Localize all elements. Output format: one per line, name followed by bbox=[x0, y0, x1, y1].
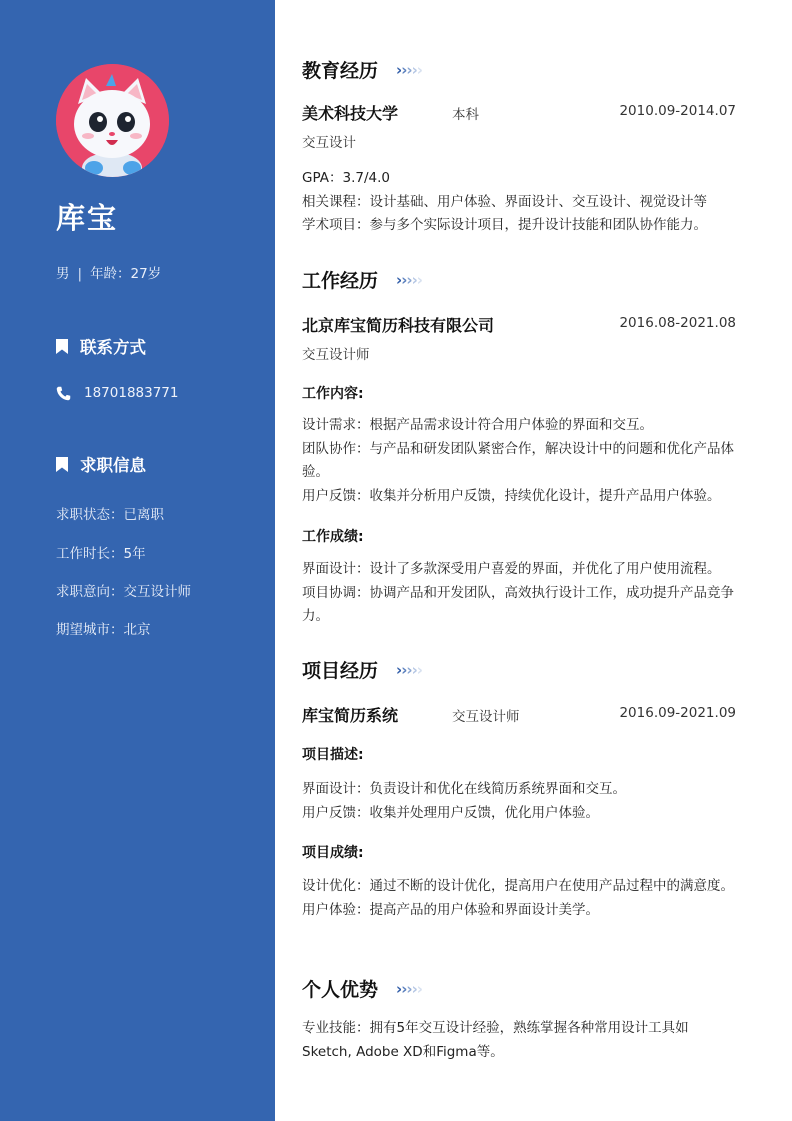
project-description bbox=[302, 778, 736, 825]
strengths-content bbox=[302, 1017, 736, 1064]
project-desc-label: 项目描述: bbox=[302, 747, 364, 763]
work-content-line: 团队协作：与产品和研发团队紧密合作，解决设计中的问题和优化产品体验。 bbox=[302, 440, 734, 480]
project-date: 2016.09-2021.09 bbox=[619, 705, 736, 721]
degree: 本科 bbox=[452, 107, 479, 123]
project-section-title: 项目经历 › › › › › bbox=[302, 660, 422, 682]
strength-line: 专业技能：拥有5年交互设计经验，熟练掌握各种常用设计工具如Sketch, Adobe XD和Figma等。 bbox=[302, 1020, 689, 1060]
major: 交互设计 bbox=[302, 135, 356, 151]
chevron-decoration-icon: › › › › › bbox=[396, 60, 422, 79]
project-role: 交互设计师 bbox=[452, 709, 520, 725]
avatar bbox=[56, 64, 169, 177]
work-content bbox=[302, 414, 736, 508]
work-years: 工作时长：5年 bbox=[56, 546, 146, 562]
chevron-decoration-icon: › › › › › bbox=[396, 979, 422, 998]
contact-heading-label: 联系方式 bbox=[80, 338, 146, 357]
strengths-section-title: 个人优势 › › › › › bbox=[302, 979, 422, 1001]
phone-icon bbox=[56, 386, 71, 401]
work-content-line: 设计需求：根据产品需求设计符合用户体验的界面和交互。 bbox=[302, 417, 653, 433]
academic-project-line: 学术项目：参与多个实际设计项目，提升设计技能和团队协作能力。 bbox=[302, 217, 707, 233]
education-details bbox=[302, 167, 736, 238]
project-desc-line: 用户反馈：收集并处理用户反馈，优化用户体验。 bbox=[302, 804, 599, 821]
age: 年龄：27岁 bbox=[90, 266, 162, 282]
expected-city: 期望城市：北京 bbox=[56, 622, 151, 638]
project-desc-line: 界面设计：负责设计和优化在线简历系统界面和交互。 bbox=[302, 781, 626, 797]
project-name: 库宝简历系统 bbox=[302, 706, 399, 725]
school-name: 美术科技大学 bbox=[302, 104, 399, 123]
basic-info bbox=[56, 262, 161, 282]
job-heading-label: 求职信息 bbox=[80, 456, 146, 475]
courses-line: 相关课程：设计基础、用户体验、界面设计、交互设计、视觉设计等 bbox=[302, 193, 707, 210]
work-content-line: 用户反馈：收集并分析用户反馈，持续优化设计，提升产品用户体验。 bbox=[302, 487, 721, 504]
chevron-decoration-icon: › › › › › bbox=[396, 660, 422, 679]
project-results bbox=[302, 875, 736, 922]
work-section-title: 工作经历 › › › › › bbox=[302, 270, 422, 292]
education-section-title: 教育经历 › › › › › bbox=[302, 60, 422, 82]
job-intent: 求职意向：交互设计师 bbox=[56, 584, 191, 600]
gender: 男 bbox=[56, 266, 70, 282]
cat-mascot-icon bbox=[56, 64, 169, 177]
chevron-decoration-icon: › › › › › bbox=[396, 270, 422, 289]
sidebar bbox=[0, 0, 275, 1121]
project-result-label: 项目成绩: bbox=[302, 845, 364, 861]
project-result-line: 用户体验：提高产品的用户体验和界面设计美学。 bbox=[302, 901, 599, 918]
job-role: 交互设计师 bbox=[302, 347, 370, 363]
education-date: 2010.09-2014.07 bbox=[619, 103, 736, 119]
job-status: 求职状态：已离职 bbox=[56, 507, 164, 523]
work-result-line: 项目协调：协调产品和开发团队，高效执行设计工作，成功提升产品竞争力。 bbox=[302, 584, 734, 624]
candidate-name: 库宝 bbox=[56, 201, 119, 235]
work-date: 2016.08-2021.08 bbox=[619, 315, 736, 331]
contact-heading bbox=[56, 334, 146, 358]
bookmark-icon bbox=[56, 457, 68, 472]
gpa-line: GPA：3.7/4.0 bbox=[302, 170, 390, 186]
company-name: 北京库宝简历科技有限公司 bbox=[302, 316, 495, 335]
project-result-line: 设计优化：通过不断的设计优化，提高用户在使用产品过程中的满意度。 bbox=[302, 878, 734, 894]
phone-number[interactable]: 18701883771 bbox=[84, 385, 179, 401]
separator: | bbox=[77, 266, 83, 282]
work-result-line: 界面设计：设计了多款深受用户喜爱的界面，并优化了用户使用流程。 bbox=[302, 561, 721, 577]
work-content-label: 工作内容: bbox=[302, 386, 364, 402]
work-result-label: 工作成绩: bbox=[302, 529, 364, 545]
phone-row bbox=[56, 385, 178, 401]
job-heading bbox=[56, 452, 146, 476]
work-results bbox=[302, 558, 736, 629]
bookmark-icon bbox=[56, 339, 68, 354]
